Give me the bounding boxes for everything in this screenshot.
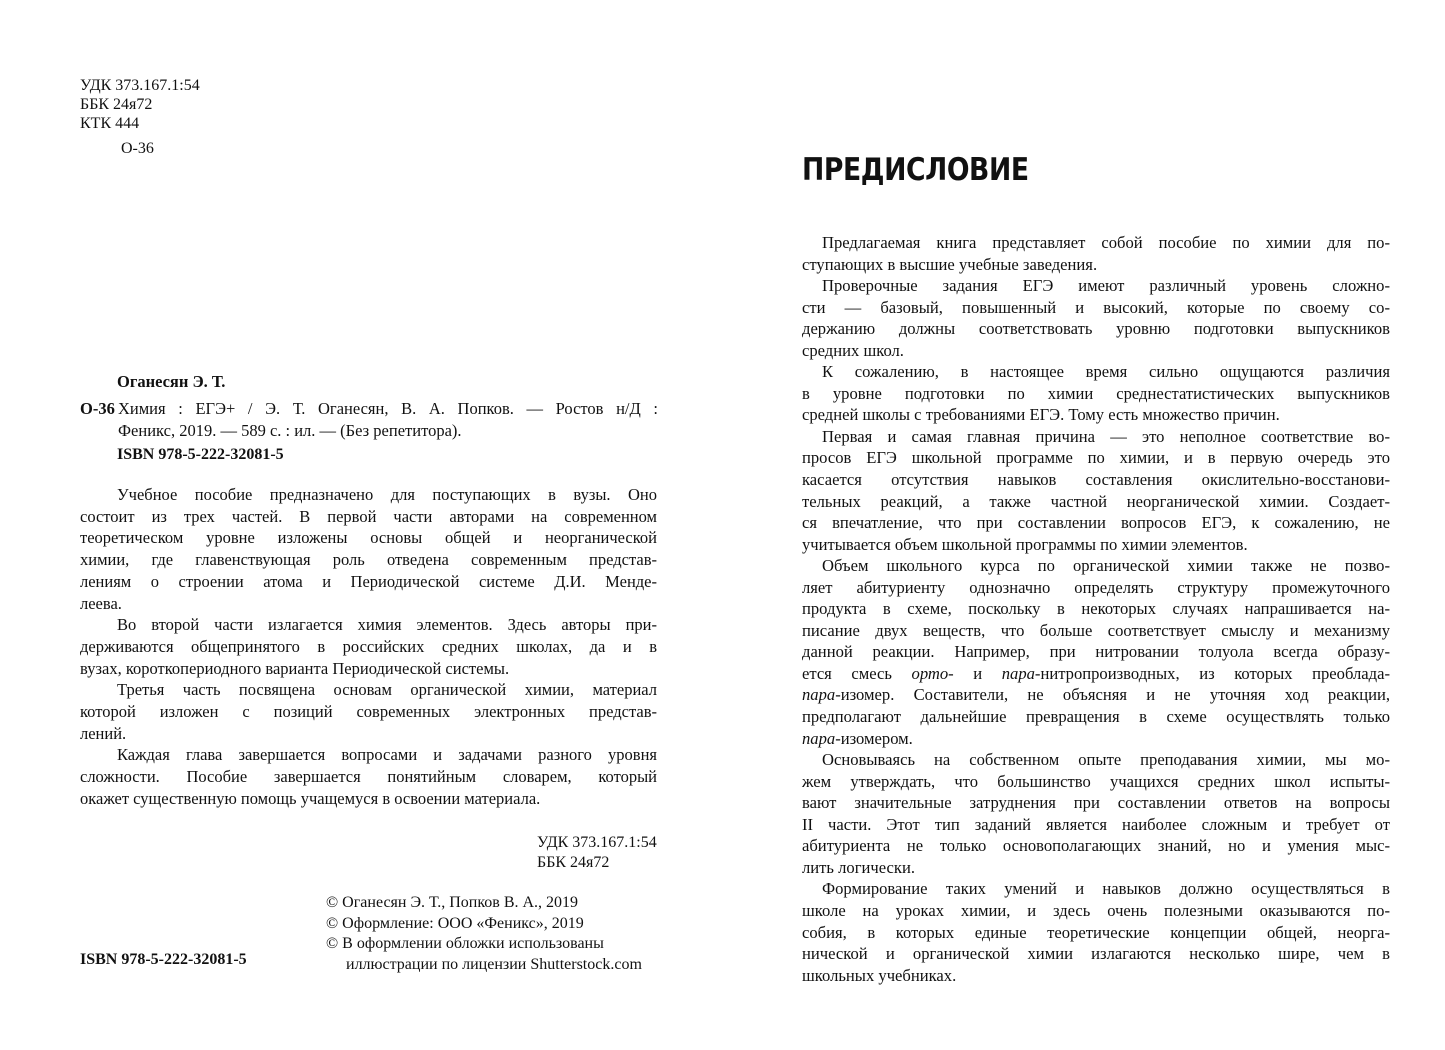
page-title: ПРЕДИСЛОВИЕ: [802, 152, 1029, 188]
text-line: II части. Этот тип заданий является наиболее сложным и требует от: [802, 814, 1390, 834]
text-line: предполагают дальнейшие превращения в схеме осуществлять только: [802, 707, 1390, 727]
text-line: тельных реакций, а также частной неорганической химии. Создает-: [802, 491, 1390, 511]
abstract-line: состоит из трех частей. В первой части авторами на современном: [80, 506, 657, 526]
preface-paragraph: [802, 555, 1390, 749]
text-line: сти — базовый, повышенный и высокий, которые по своему со-: [802, 297, 1390, 317]
text-fragment: и: [953, 663, 1002, 683]
abstract-line: химии, где главенствующая роль отведена современным представ-: [80, 550, 657, 570]
ktk-code: КТК 444: [80, 115, 140, 132]
italic-term: пара: [802, 685, 836, 705]
italic-term: орто-: [911, 663, 954, 683]
preface-paragraph: [802, 275, 1390, 361]
text-line: Первая и самая главная причина — это неполное соответствие во-: [822, 426, 1390, 446]
text-line: жем утверждать, что большинство учащихся средних школ испыты-: [802, 771, 1390, 791]
text-line: [802, 684, 1390, 706]
abstract-line: теоретическом уровне изложены основы общей и неорганической: [80, 528, 657, 548]
copyright-line: © Оформление: ООО «Феникс», 2019: [326, 914, 584, 932]
preface-text: [802, 232, 1390, 986]
udk-code: УДК 373.167.1:54: [80, 77, 200, 94]
text-line: держанию должны соответствовать уровню подготовки выпускников: [802, 319, 1390, 339]
preface-paragraph: [802, 361, 1390, 426]
italic-term: пара: [1001, 663, 1035, 683]
text-line: [802, 663, 1390, 685]
abstract-paragraph: [80, 679, 657, 744]
preface-paragraph: [802, 232, 1390, 275]
abstract-line: лений.: [80, 723, 127, 743]
text-line: учитывается объем школьной программы по химии элементов.: [802, 534, 1248, 554]
abstract-line: Третья часть посвящена основам органической химии, материал: [117, 680, 657, 700]
classification-codes-bottom: [537, 833, 657, 873]
right-page: [722, 0, 1445, 1050]
copyright-line: © В оформлении обложки использованы: [326, 935, 604, 952]
text-line: касается отсутствия навыков составления окислительно-восстанови-: [802, 470, 1390, 490]
isbn: ISBN 978-5-222-32081-5: [117, 446, 284, 463]
copyright-block: [326, 893, 642, 975]
author-name: Оганесян Э. Т.: [117, 372, 226, 391]
text-line: ся впечатление, что при составлении вопросов ЕГЭ, к сожалению, не: [802, 513, 1390, 533]
isbn-bottom: ISBN 978-5-222-32081-5: [80, 951, 247, 968]
text-fragment: -нитропроизводных, из которых преоблада-: [1034, 663, 1390, 683]
abstract-line: Учебное пособие предназначено для поступающих в вузы. Оно: [117, 485, 657, 504]
bib-line-2: Феникс, 2019. — 589 с. : ил. — (Без репетитора).: [118, 421, 462, 440]
bbk-code-bottom: ББК 24я72: [537, 854, 610, 871]
text-line: школьных учебниках.: [802, 965, 957, 985]
text-line: в уровне подготовки по химии среднестатистических выпускников: [802, 383, 1390, 403]
left-page: [0, 0, 722, 1050]
classification-codes: [80, 76, 200, 133]
text-line: лить логически.: [802, 857, 915, 877]
abstract-line: сложности. Пособие завершается понятийным словарем, который: [80, 767, 657, 787]
bbk-code: ББК 24я72: [80, 96, 153, 113]
abstract-line: лениям о строении атома и Периодической системе Д.И. Менде-: [80, 571, 657, 591]
bib-author-mark: О-36: [80, 399, 115, 418]
preface-paragraph: [802, 878, 1390, 986]
text-line: писание двух веществ, что больше соответствует смыслу и механизму: [802, 620, 1390, 640]
text-fragment: -изомер. Составители, не объясняя и не уточняя ход реакции,: [835, 685, 1390, 705]
text-line: школе на уроках химии, и здесь очень полезными оказываются по-: [802, 900, 1390, 920]
abstract-paragraph: [80, 744, 657, 809]
italic-term: пара: [802, 728, 836, 748]
abstract: [80, 484, 657, 810]
text-line: ляет абитуриенту однозначно определять структуру промежуточного: [802, 577, 1390, 597]
abstract-line: окажет существенную помощь учащемуся в освоении материала.: [80, 788, 541, 808]
abstract-paragraph: [80, 484, 657, 614]
text-line: Формирование таких умений и навыков должно осуществляться в: [822, 879, 1390, 899]
preface-paragraph: [802, 749, 1390, 878]
text-line: Объем школьного курса по органической химии также не позво-: [822, 556, 1390, 576]
author-mark: О-36: [121, 140, 154, 157]
text-line: [802, 728, 1390, 750]
text-line: собия, в которых единые теоретические концепции общей, неорга-: [802, 922, 1390, 942]
copyright-line: © Оганесян Э. Т., Попков В. А., 2019: [326, 894, 579, 911]
bibliographic-record: [80, 398, 658, 442]
preface-paragraph: [802, 426, 1390, 555]
text-line: средней школы с требованиями ЕГЭ. Тому есть множество причин.: [802, 405, 1280, 425]
text-line: К сожалению, в настоящее время сильно ощущаются различия: [822, 362, 1390, 382]
abstract-line: Во второй части излагается химия элементов. Здесь авторы при-: [117, 615, 657, 635]
text-line: Предлагаемая книга представляет собой пособие по химии для по-: [822, 233, 1390, 252]
text-line: вают значительные затруднения при составлении ответов на вопросы: [802, 793, 1390, 813]
text-line: продукта в схеме, поскольку в некоторых случаях напрашивается на-: [802, 599, 1390, 619]
text-fragment: ется смесь: [802, 663, 912, 683]
abstract-line: леева.: [80, 593, 122, 613]
abstract-line: которой изложен с позиций современных электронных представ-: [80, 702, 657, 722]
text-line: средних школ.: [802, 340, 904, 360]
abstract-line: Каждая глава завершается вопросами и задачами разного уровня: [117, 745, 657, 765]
text-line: просов ЕГЭ школьной программе по химии, и в первую очередь это: [802, 448, 1390, 468]
text-line: нической и органической химии излагаются несколько шире, чем в: [802, 944, 1390, 964]
bib-line-1: Химия : ЕГЭ+ / Э. Т. Оганесян, В. А. Попков. — Ростов н/Д :: [118, 399, 658, 418]
text-line: Проверочные задания ЕГЭ имеют различный уровень сложно-: [822, 276, 1390, 296]
abstract-line: вузах, короткопериодного варианта Периодической системы.: [80, 658, 510, 678]
text-line: Основываясь на собственном опыте преподавания химии, мы мо-: [822, 750, 1390, 770]
abstract-paragraph: [80, 614, 657, 679]
text-line: данной реакции. Например, при нитровании толуола всегда образу-: [802, 642, 1390, 662]
copyright-line: иллюстрации по лицензии Shutterstock.com: [346, 955, 642, 973]
text-fragment: -изомером.: [835, 728, 913, 748]
udk-code-bottom: УДК 373.167.1:54: [537, 834, 657, 851]
text-line: абитуриента не только основополагающих знаний, но и умения мыс-: [802, 836, 1390, 856]
abstract-line: держиваются общепринятого в российских средних школах, да и в: [80, 636, 657, 656]
text-line: ступающих в высшие учебные заведения.: [802, 254, 1098, 274]
